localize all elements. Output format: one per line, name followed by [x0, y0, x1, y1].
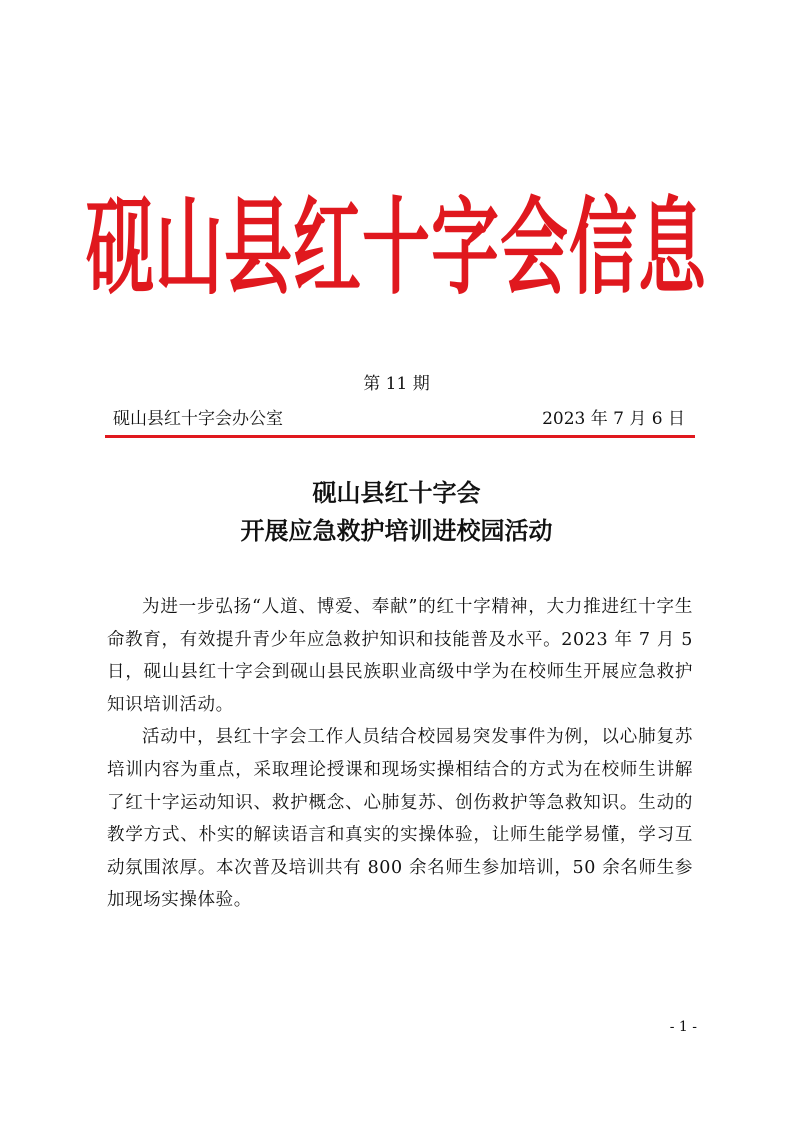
body-paragraph-1: 为进一步弘扬“人道、博爱、奉献”的红十字精神，大力推进红十字生命教育，有效提升青少年应急救护知识和技能普及水平。2023 年 7 月 5 日，砚山县红十字会到砚山县民族职业高级中学为在校师生开展应急救护知识培训活动。: [107, 597, 693, 715]
issue-date: 2023 年 7 月 6 日: [542, 409, 685, 429]
masthead-title: 砚山县红十字会信息: [85, 188, 707, 311]
body-paragraph-2: 活动中，县红十字会工作人员结合校园易突发事件为例，以心肺复苏培训内容为重点，采取理论授课和现场实操相结合的方式为在校师生讲解了红十字运动知识、救护概念、心肺复苏、创伤救护等急救知识。生动的教学方式、朴实的解读语言和真实的实操体验，让师生能学易懂，学习互动氛围浓厚。本次普及培训共有 800 余名师生参加培训，50 余名师生参加现场实操体验。: [107, 727, 693, 911]
issue-number: 第 11 期: [363, 374, 430, 394]
article-body: [107, 591, 693, 917]
article-title: [0, 474, 793, 550]
red-divider-line: [105, 435, 695, 438]
issuing-office: 砚山县红十字会办公室: [113, 409, 283, 429]
document-meta: [113, 406, 685, 432]
article-title-line-2: 开展应急救护培训进校园活动: [240, 517, 553, 545]
article-title-line-1: 砚山县红十字会: [312, 479, 481, 507]
page-number: - 1 -: [669, 1019, 697, 1035]
